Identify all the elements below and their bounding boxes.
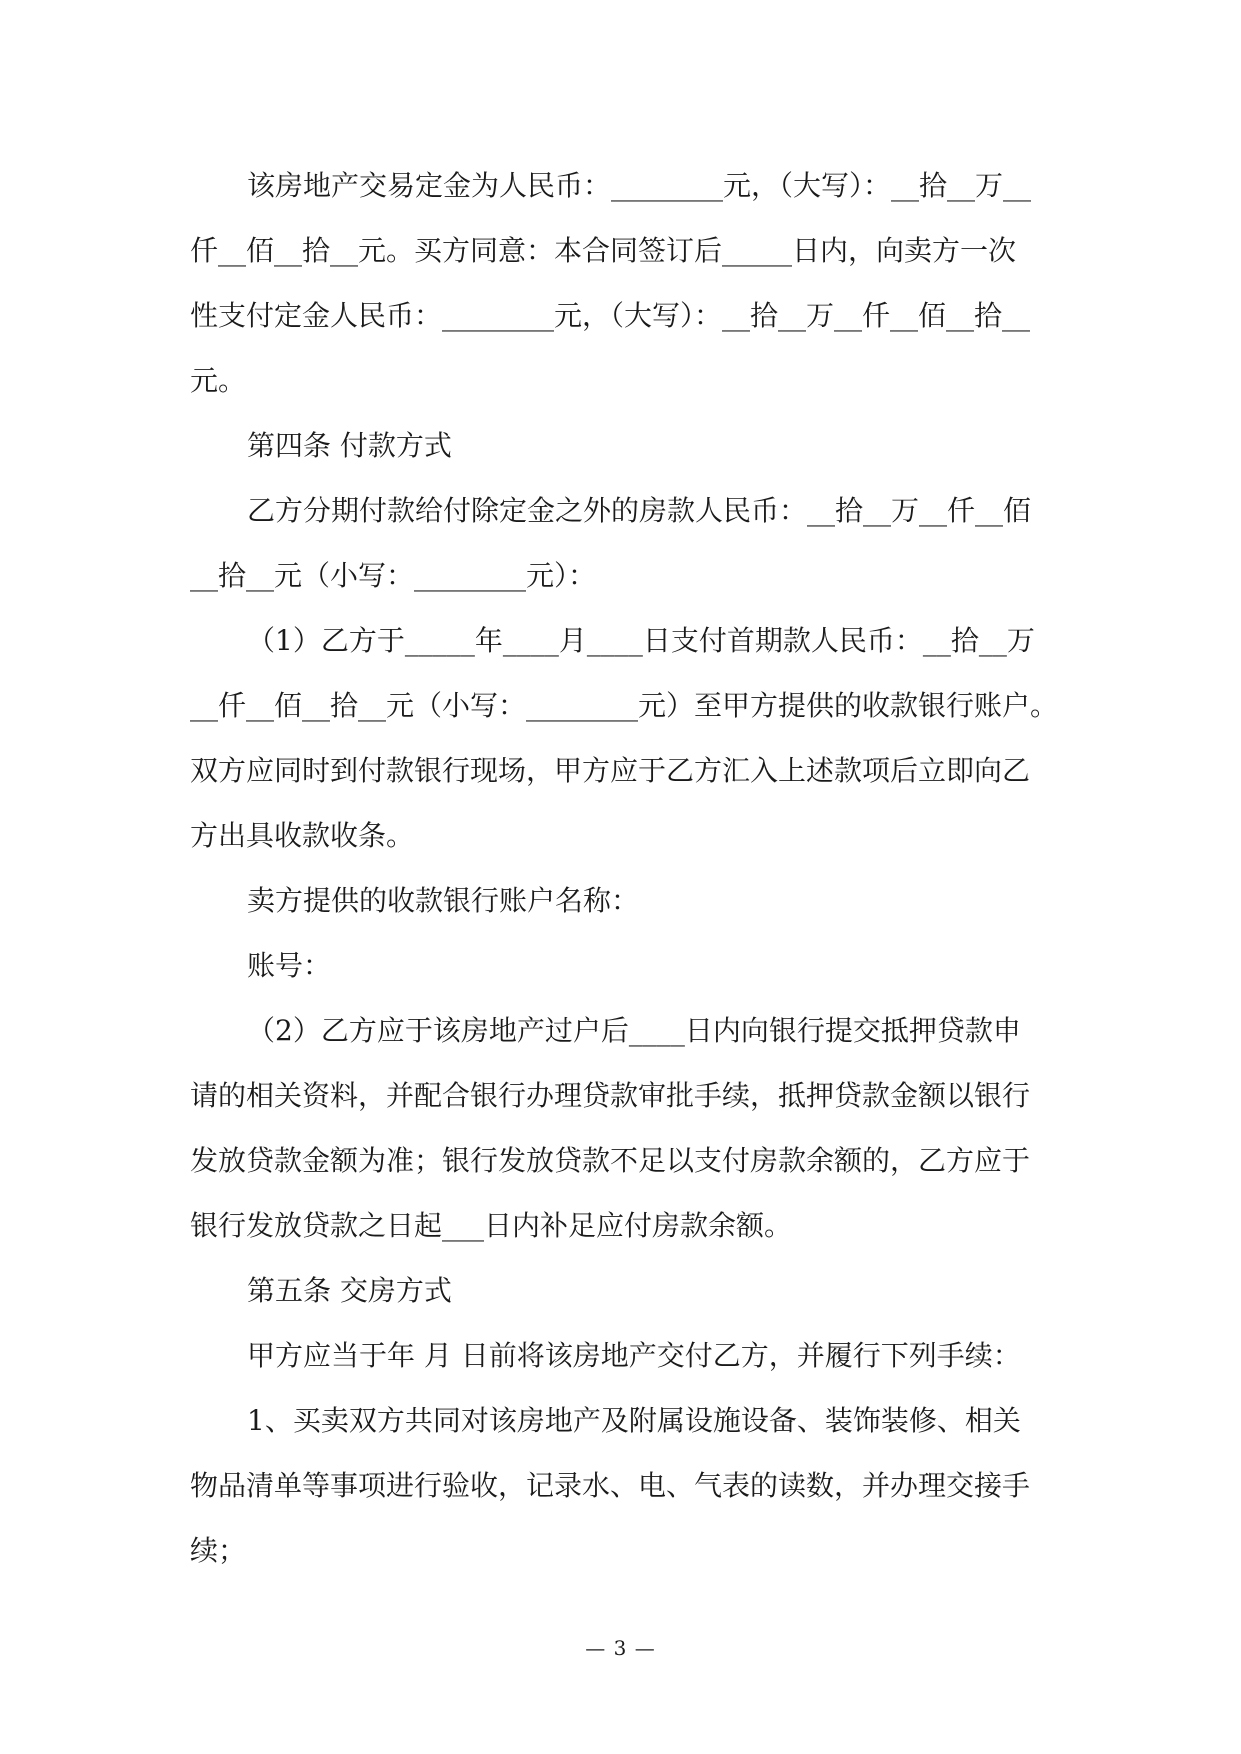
paragraph-line: __拾__元（小写：________元）： xyxy=(190,559,597,592)
paragraph-line: 续； xyxy=(190,1534,247,1567)
paragraph-line: （2）乙方应于该房地产过户后____日内向银行提交抵押贷款申 xyxy=(247,1014,1021,1047)
paragraph-line: 乙方分期付款给付除定金之外的房款人民币：__拾__万__仟__佰 xyxy=(247,494,1032,527)
document-body xyxy=(190,153,1059,1583)
paragraph-line: 性支付定金人民币：________元，（大写）：__拾__万__仟__佰__拾__ xyxy=(190,299,1031,332)
paragraph-line: 卖方提供的收款银行账户名称： xyxy=(247,884,640,917)
paragraph-line: 仟__佰__拾__元。买方同意：本合同签订后_____日内，向卖方一次 xyxy=(190,234,1017,267)
section-heading: 第四条 付款方式 xyxy=(247,429,452,462)
paragraph-line: 银行发放贷款之日起___日内补足应付房款余额。 xyxy=(190,1209,793,1242)
paragraph-line: 发放贷款金额为准；银行发放贷款不足以支付房款余额的，乙方应于 xyxy=(190,1144,1031,1177)
paragraph-line: 请的相关资料，并配合银行办理贷款审批手续，抵押贷款金额以银行 xyxy=(190,1079,1031,1112)
paragraph-line: 账号： xyxy=(247,949,332,982)
paragraph-line: 双方应同时到付款银行现场，甲方应于乙方汇入上述款项后立即向乙 xyxy=(190,754,1031,787)
paragraph-line: 甲方应当于年 月 日前将该房地产交付乙方，并履行下列手续： xyxy=(247,1339,1021,1372)
paragraph-line: 该房地产交易定金为人民币：________元，（大写）：__拾__万__ xyxy=(247,169,1032,202)
paragraph-line: （1）乙方于_____年____月____日支付首期款人民币：__拾__万 xyxy=(247,624,1035,657)
page-number: — 3 — xyxy=(585,1636,656,1660)
paragraph-line: 1、买卖双方共同对该房地产及附属设施设备、装饰装修、相关 xyxy=(247,1404,1021,1437)
paragraph-line: __仟__佰__拾__元（小写：________元）至甲方提供的收款银行账户。 xyxy=(190,689,1059,722)
paragraph-line: 方出具收款收条。 xyxy=(190,819,415,852)
paragraph-line: 物品清单等事项进行验收，记录水、电、气表的读数，并办理交接手 xyxy=(190,1469,1031,1502)
section-heading: 第五条 交房方式 xyxy=(247,1274,452,1307)
paragraph-line: 元。 xyxy=(190,364,247,397)
